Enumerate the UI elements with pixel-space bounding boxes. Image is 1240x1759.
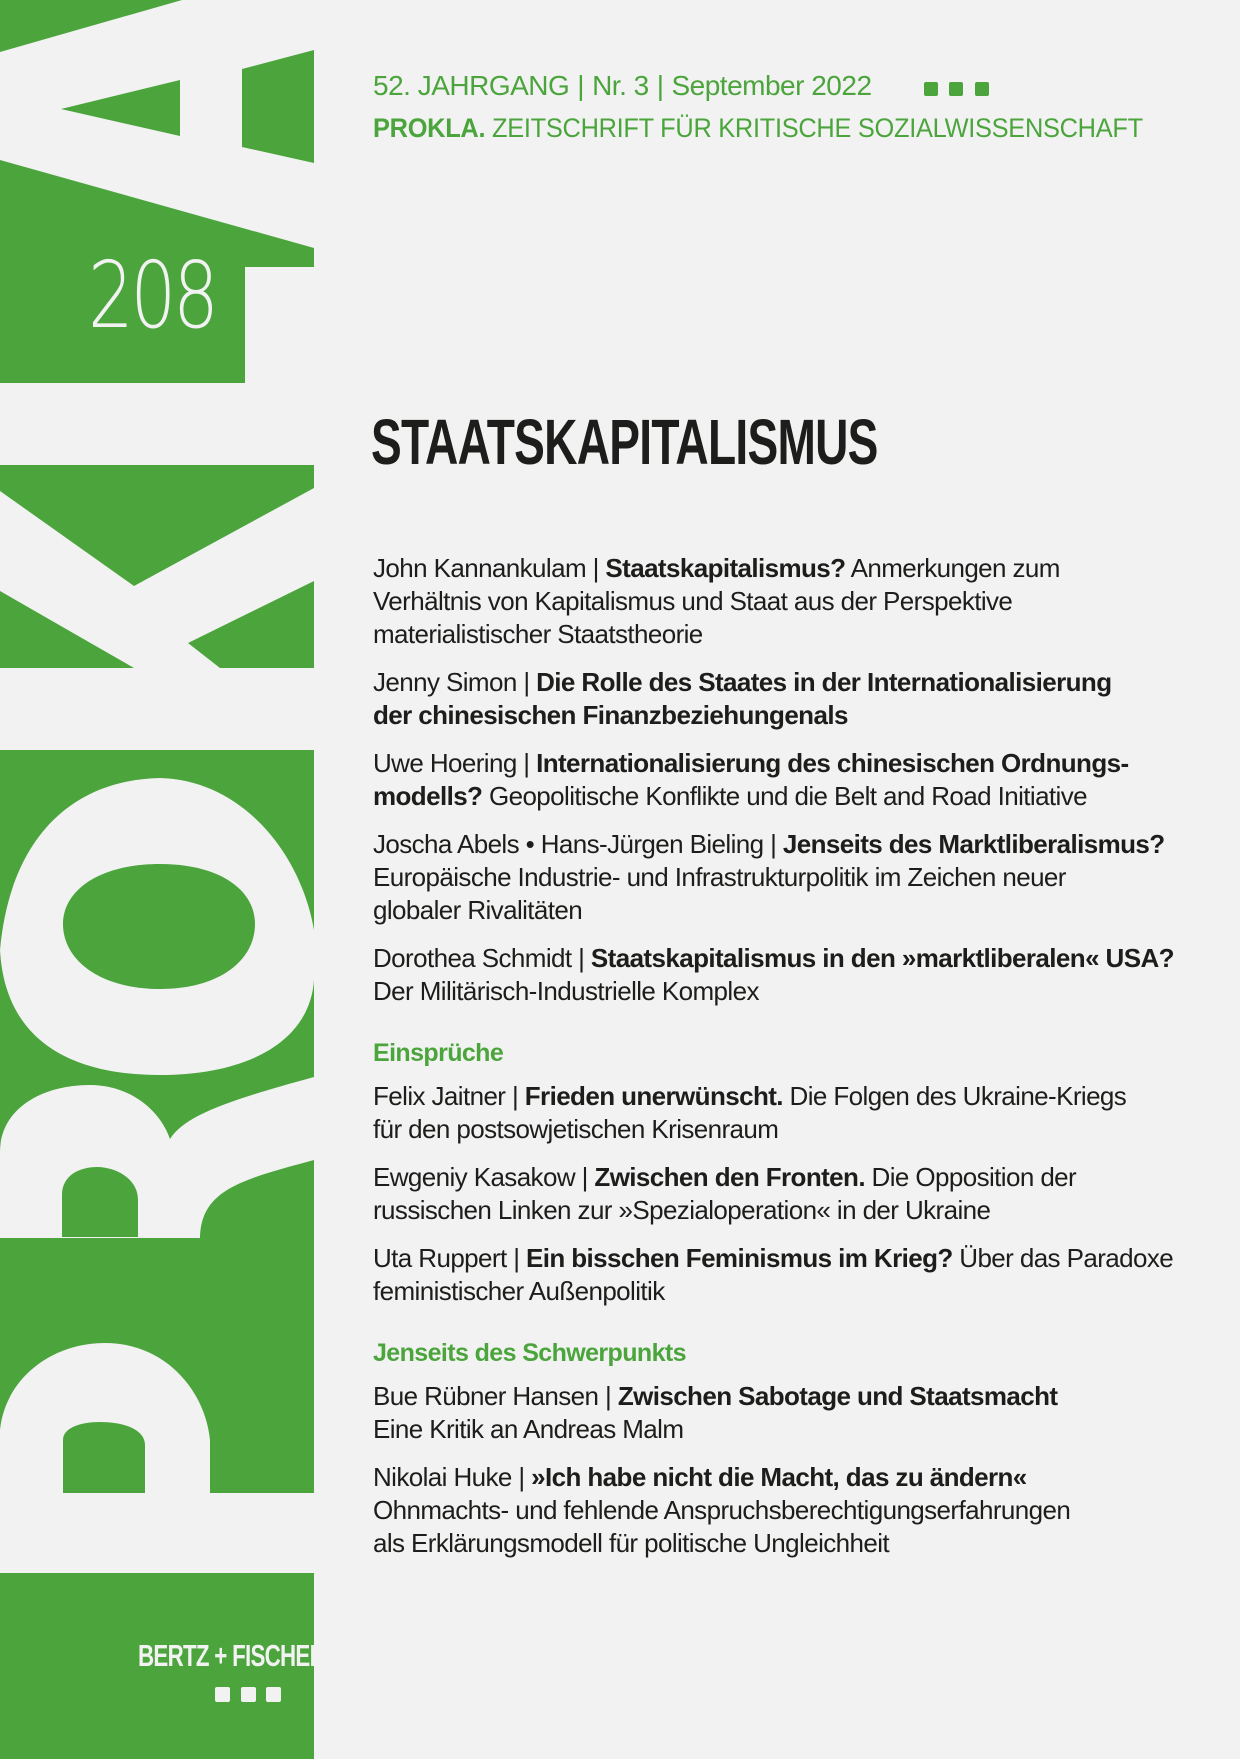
article-title: der chinesischen Finanzbeziehungenals: [373, 700, 848, 730]
header-square-icon: [924, 82, 938, 96]
toc-entry: [373, 1242, 1173, 1308]
separator: |: [656, 70, 664, 101]
entry-text: Geopolitische Konflikte und die Belt and Road Initiative: [482, 781, 1087, 811]
publisher-square-icon: [241, 1687, 256, 1702]
entry-text: Eine Kritik an Andreas Malm: [373, 1414, 684, 1444]
publisher-logo: BERTZ + FISCHER: [138, 1638, 325, 1673]
journal-brand: PROKLA.: [373, 113, 486, 143]
article-title: »Ich habe nicht die Macht, das zu ändern«: [531, 1462, 1027, 1492]
issue-date: September 2022: [671, 70, 872, 101]
article-title: Ein bisschen Feminismus im Krieg?: [525, 1243, 953, 1273]
toc-entry: [373, 1161, 1173, 1227]
article-title: Internationalisierung des chinesischen Ordnungs-: [536, 748, 1129, 778]
entry-text: Europäische Industrie- und Infrastrukturpolitik im Zeichen neuer: [373, 862, 1066, 892]
publisher-square-icon: [266, 1687, 281, 1702]
toc-entry-line: [373, 975, 1173, 1008]
entry-text: feministischer Außenpolitik: [373, 1276, 665, 1306]
entry-text: Joscha Abels • Hans-Jürgen Bieling |: [373, 829, 783, 859]
entry-text: als Erklärungsmodell für politische Ungleichheit: [373, 1528, 890, 1558]
entry-text: Felix Jaitner |: [373, 1081, 525, 1111]
toc-entry-line: [373, 942, 1173, 975]
toc-entry-line: [373, 1161, 1173, 1194]
toc-entry: [373, 1080, 1173, 1146]
entry-text: Nikolai Huke |: [373, 1462, 532, 1492]
issue-title: STAATSKAPITALISMUS: [371, 406, 878, 478]
toc-entry-line: [373, 861, 1173, 894]
toc-entry: [373, 828, 1173, 927]
toc-entry-line: [373, 1461, 1173, 1494]
toc-entry-line: [373, 1080, 1173, 1113]
article-title: Staatskapitalismus in den »marktliberalen« USA?: [590, 943, 1174, 973]
toc-entry: [373, 942, 1173, 1008]
issue-number-text: Nr. 3: [592, 70, 649, 101]
entry-text: russischen Linken zur »Spezialoperation« in der Ukraine: [373, 1195, 991, 1225]
journal-subtitle: ZEITSCHRIFT FÜR KRITISCHE SOZIALWISSENSCHAFT: [492, 113, 1143, 143]
toc-entry: [373, 747, 1173, 813]
toc-entry-line: [373, 1275, 1173, 1308]
entry-text: Uta Ruppert |: [373, 1243, 526, 1273]
journal-name: [373, 113, 1143, 144]
entry-text: Ohnmachts- und fehlende Anspruchsberechtigungserfahrungen: [373, 1495, 1071, 1525]
entry-text: Anmerkungen zum: [845, 553, 1060, 583]
toc-entry-line: [373, 585, 1173, 618]
toc-entry-line: [373, 828, 1173, 861]
toc-entry-line: [373, 894, 1173, 927]
article-title: Die Rolle des Staates in der Internationalisierung: [536, 667, 1112, 697]
toc-entry-line: [373, 699, 1173, 732]
toc-entry-line: [373, 1494, 1173, 1527]
article-title: Staatskapitalismus?: [605, 553, 846, 583]
volume: 52. JAHRGANG: [373, 70, 570, 101]
logo-a-right: [242, 50, 314, 163]
toc-entry: [373, 552, 1173, 651]
entry-text: Verhältnis von Kapitalismus und Staat aus der Perspektive: [373, 586, 1013, 616]
toc-entry-line: [373, 1242, 1173, 1275]
entry-text: Die Folgen des Ukraine-Kriegs: [782, 1081, 1127, 1111]
entry-text: globaler Rivalitäten: [373, 895, 583, 925]
entry-text: Über das Paradoxe: [952, 1243, 1174, 1273]
toc-entry-line: [373, 780, 1173, 813]
header-square-icon: [949, 82, 963, 96]
toc-entry-line: [373, 1413, 1173, 1446]
article-title: modells?: [373, 781, 483, 811]
toc-entry: [373, 666, 1173, 732]
section-heading: Einsprüche: [373, 1039, 504, 1067]
toc-entry-line: [373, 618, 1173, 651]
article-title: Zwischen Sabotage und Staatsmacht: [617, 1381, 1058, 1411]
issue-number: 208: [88, 242, 216, 349]
entry-text: Uwe Hoering |: [373, 748, 537, 778]
header-square-icon: [975, 82, 989, 96]
toc-entry-line: [373, 1380, 1173, 1413]
logo-a-counter: [61, 80, 180, 136]
toc-entry-line: [373, 1194, 1173, 1227]
entry-text: Die Opposition der: [864, 1162, 1077, 1192]
entry-text: für den postsowjetischen Krisenraum: [373, 1114, 779, 1144]
entry-text: Dorothea Schmidt |: [373, 943, 591, 973]
entry-text: Der Militärisch-Industrielle Komplex: [373, 976, 759, 1006]
issue-info: [373, 70, 872, 102]
logo-o: [0, 750, 314, 1077]
toc-entry: [373, 1461, 1173, 1560]
section-heading: Jenseits des Schwerpunkts: [373, 1339, 686, 1367]
publisher-square-icon: [215, 1687, 230, 1702]
article-title: Zwischen den Fronten.: [594, 1162, 865, 1192]
entry-text: John Kannankulam |: [373, 553, 606, 583]
logo-k: [0, 465, 314, 668]
toc-entry: [373, 1380, 1173, 1446]
toc-entry-line: [373, 1113, 1173, 1146]
entry-text: Ewgeniy Kasakow |: [373, 1162, 595, 1192]
entry-text: Jenny Simon |: [373, 667, 537, 697]
entry-text: Bue Rübner Hansen |: [373, 1381, 618, 1411]
toc-entry-line: [373, 747, 1173, 780]
toc-entry-line: [373, 666, 1173, 699]
article-title: Jenseits des Marktliberalismus?: [782, 829, 1165, 859]
table-of-contents: [373, 552, 1173, 1575]
logo-a-top-wedge: [0, 0, 182, 52]
entry-text: materialistischer Staatstheorie: [373, 619, 703, 649]
separator: |: [577, 70, 585, 101]
toc-entry-line: [373, 552, 1173, 585]
logo-r: [0, 1077, 314, 1318]
article-title: Frieden unerwünscht.: [524, 1081, 783, 1111]
toc-entry-line: [373, 1527, 1173, 1560]
